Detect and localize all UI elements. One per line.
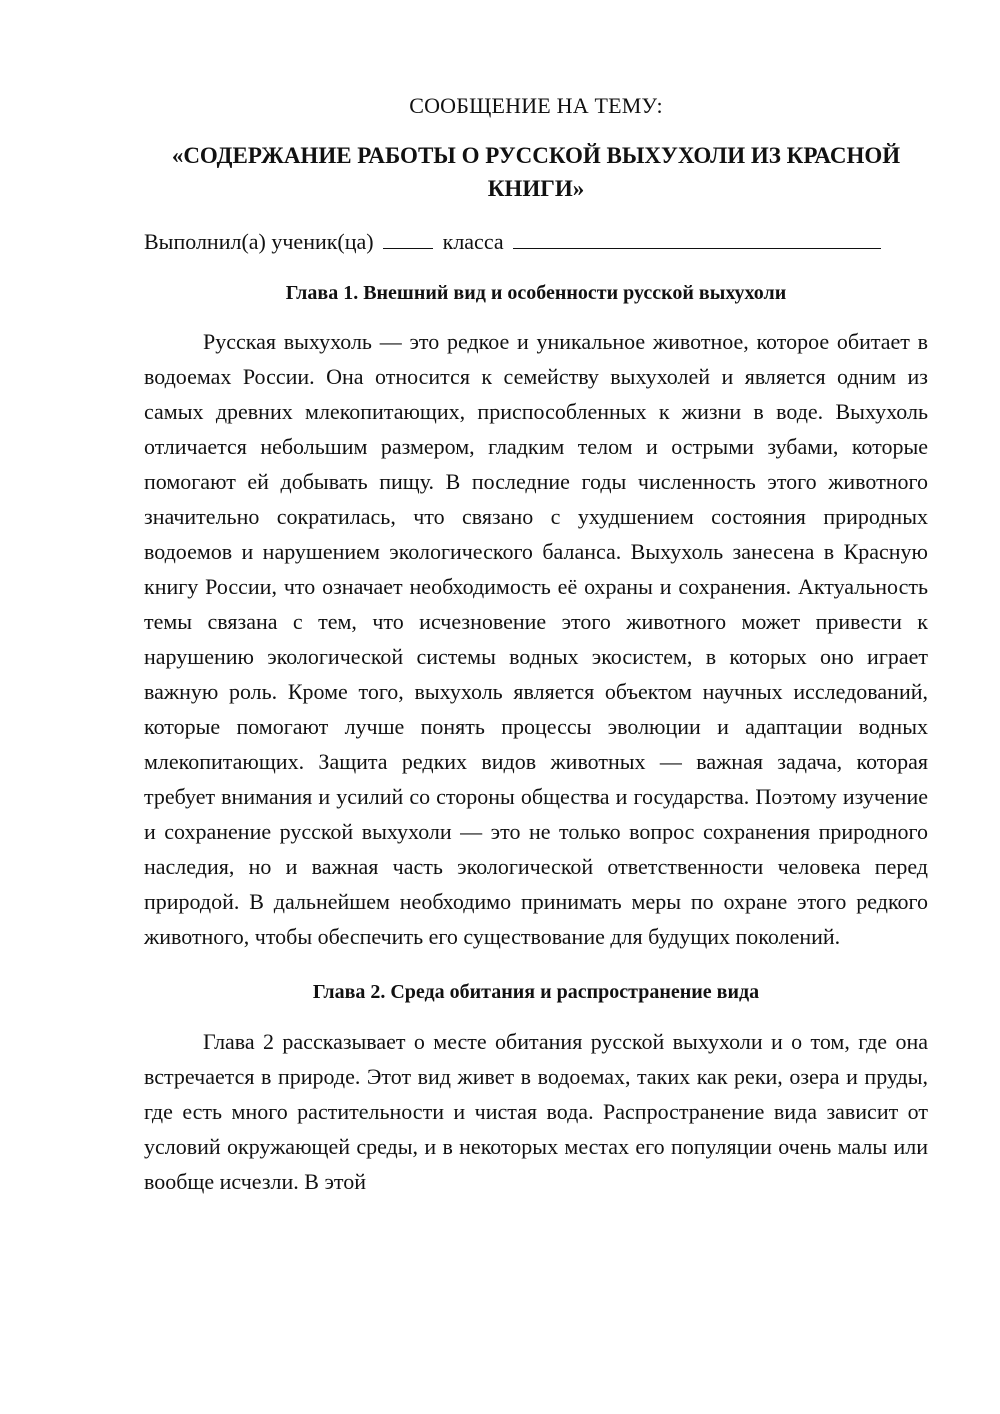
- author-line: [144, 226, 928, 258]
- document-body: [144, 90, 928, 1199]
- chapter-2-paragraph: Глава 2 рассказывает о месте обитания русской выхухоли и о том, где она встречается в природе. Этот вид живет в водоемах, таких как реки, озера и пруды, где есть много растительности и чистая вода. Распространение вида зависит от условий окружающей среды, и в некоторых местах его популяции очень малы или вообще исчезли. В этой: [144, 1029, 928, 1194]
- document-label: СООБЩЕНИЕ НА ТЕМУ:: [409, 93, 663, 118]
- chapter-2-heading: Глава 2. Среда обитания и распространение вида: [312, 981, 760, 1003]
- class-number-blank: [383, 226, 433, 249]
- author-prefix: Выполнил(а) ученик(ца): [144, 229, 374, 254]
- chapter-1-paragraph: Русская выхухоль — это редкое и уникальное животное, которое обитает в водоемах России. Она относится к семейству выхухолей и является одним из самых древних млекопитающих, приспособленных к жизни в воде. Выхухоль отличается небольшим размером, гладким телом и острыми зубами, которые помогают ей добывать пищу. В последние годы численность этого животного значительно сократилась, что связано с ухудшением состояния природных водоемов и нарушением экологического баланса. Выхухоль занесена в Красную книгу России, что означает необходимость её охраны и сохранения. Актуальность темы связана с тем, что исчезновение этого животного может привести к нарушению экологической системы водных экосистем, в которых оно играет важную роль. Кроме того, выхухоль является объектом научных исследований, которые помогают лучше понять процессы эволюции и адаптации водных млекопитающих. Защита редких видов животных — важная задача, которая требует внимания и усилий со стороны общества и государства. Поэтому изучение и сохранение русской выхухоли — это не только вопрос сохранения природного наследия, но и важная часть экологической ответственности человека перед природой. В дальнейшем необходимо принимать меры по охране этого редкого животного, чтобы обеспечить его существование для будущих поколений.: [144, 329, 928, 949]
- document-title: «СОДЕРЖАНИЕ РАБОТЫ О РУССКОЙ ВЫХУХОЛИ ИЗ КРАСНОЙ КНИГИ»: [171, 143, 901, 201]
- author-class-label: класса: [442, 229, 504, 254]
- student-name-blank: [513, 226, 881, 249]
- chapter-1-heading: Глава 1. Внешний вид и особенности русской выхухоли: [285, 282, 787, 304]
